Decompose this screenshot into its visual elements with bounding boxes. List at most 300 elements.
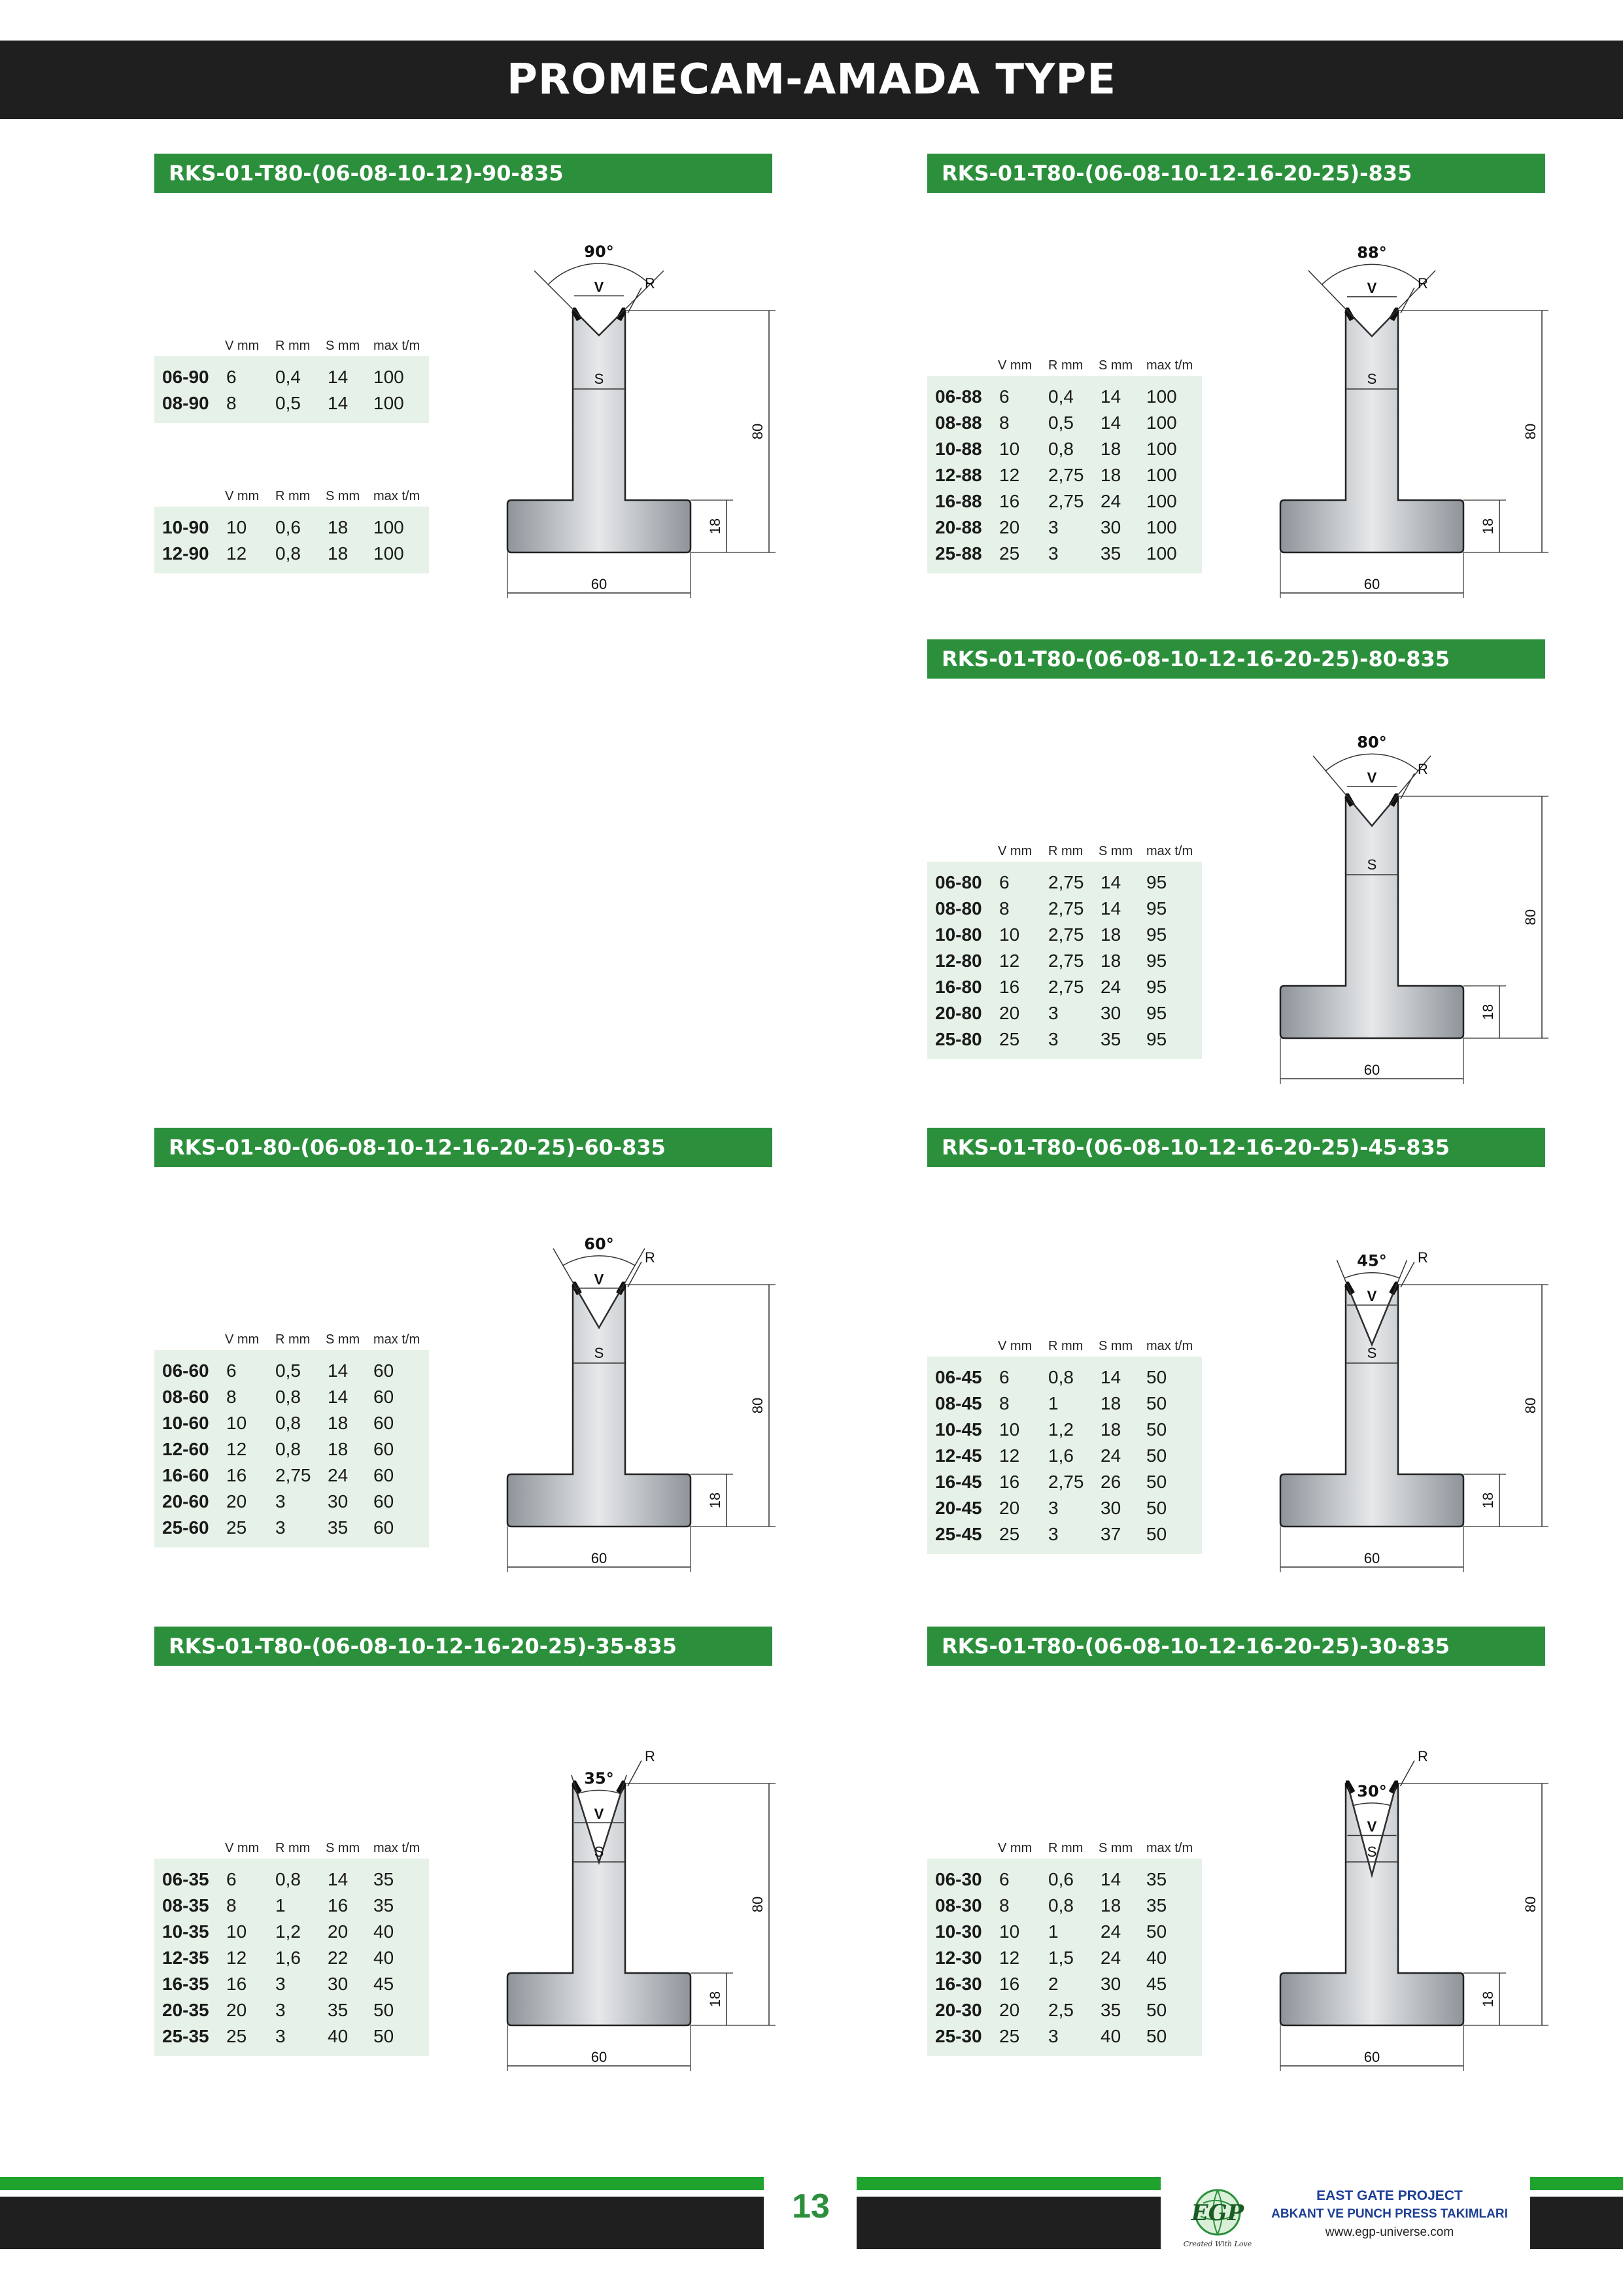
die-profile [1280, 1285, 1463, 1527]
table-cell: 95 [1146, 1003, 1167, 1023]
table-cell: 6 [226, 1869, 237, 1889]
column-header: V mm [225, 489, 260, 503]
table-cell: 35 [373, 1869, 394, 1889]
table-row [154, 2023, 429, 2050]
angle-label: 35° [584, 1769, 614, 1788]
table-cell: 100 [1146, 543, 1177, 564]
s-label: S [1367, 371, 1377, 387]
table-row [927, 1495, 1202, 1521]
table-cell: 3 [275, 2026, 286, 2046]
table-cell: 0,6 [275, 517, 301, 537]
die-code: 12-30 [935, 1948, 982, 1968]
die-diagram [507, 219, 782, 611]
die-section-s45 [927, 1128, 1545, 1612]
table-row [154, 390, 429, 416]
column-header: V mm [225, 339, 260, 353]
height-label: 80 [749, 1896, 766, 1913]
company-info [1262, 2187, 1517, 2242]
die-code: 06-45 [935, 1367, 982, 1387]
table-cell: 0,8 [1048, 439, 1074, 459]
section-title: RKS-01-T80-(06-08-10-12-16-20-25)-30-835 [942, 1634, 1450, 1659]
die-code: 08-35 [162, 1895, 209, 1916]
r-label: R [1418, 1249, 1428, 1266]
table-cell: 0,8 [275, 1869, 301, 1889]
column-header: max t/m [373, 1841, 420, 1855]
table-row [927, 515, 1202, 541]
column-header: S mm [1099, 358, 1133, 373]
table-cell: 30 [1101, 1498, 1121, 1518]
table-cell: 1,6 [1048, 1445, 1074, 1466]
column-header: S mm [326, 489, 360, 503]
die-section-s88 [927, 154, 1545, 637]
r-label: R [1418, 1748, 1428, 1764]
table-cell: 50 [373, 2000, 394, 2020]
table-cell: 30 [1101, 1974, 1121, 1994]
column-header: R mm [275, 1841, 311, 1855]
r-label: R [645, 275, 655, 292]
table-cell: 6 [226, 1360, 237, 1381]
column-header: V mm [225, 1332, 260, 1347]
table-cell: 14 [1101, 898, 1121, 919]
table-row [927, 1026, 1202, 1053]
v-label: V [1367, 279, 1377, 296]
spec-table [927, 836, 1202, 1059]
table-cell: 0,4 [1048, 386, 1074, 407]
column-header: S mm [1099, 1841, 1133, 1855]
die-code: 10-35 [162, 1921, 209, 1942]
table-cell: 3 [1048, 517, 1059, 537]
base-height-label: 18 [707, 1991, 723, 2008]
r-label: R [645, 1748, 655, 1764]
die-code: 06-30 [935, 1869, 982, 1889]
section-title: RKS-01-T80-(06-08-10-12-16-20-25)-835 [942, 161, 1412, 186]
column-header: R mm [275, 489, 311, 503]
table-row [154, 1358, 429, 1384]
table-cell: 1,5 [1048, 1948, 1074, 1968]
table-header [154, 481, 429, 507]
die-code: 25-35 [162, 2026, 209, 2046]
base-height-label: 18 [1480, 1492, 1496, 1509]
table-cell: 2 [1048, 1974, 1059, 1994]
table-cell: 3 [1048, 1498, 1059, 1518]
spec-table [154, 481, 429, 573]
table-cell: 8 [999, 1895, 1010, 1916]
die-code: 20-80 [935, 1003, 982, 1023]
company-website[interactable]: www.egp-universe.com [1325, 2225, 1454, 2239]
table-row [927, 1945, 1202, 1971]
table-cell: 12 [999, 951, 1020, 971]
angle-label: 30° [1357, 1782, 1387, 1800]
table-row [927, 896, 1202, 922]
table-body [154, 356, 429, 423]
table-cell: 16 [226, 1465, 247, 1485]
table-cell: 8 [226, 393, 237, 413]
die-diagram [1280, 705, 1555, 1097]
v-label: V [1367, 1818, 1377, 1835]
table-cell: 40 [1101, 2026, 1121, 2046]
die-code: 16-88 [935, 491, 982, 511]
table-cell: 0,8 [275, 1439, 301, 1459]
s-label: S [1367, 1345, 1377, 1361]
table-cell: 0,5 [275, 1360, 301, 1381]
table-cell: 20 [999, 517, 1020, 537]
section-header [927, 639, 1545, 679]
table-cell: 50 [1146, 1367, 1167, 1387]
die-code: 25-45 [935, 1524, 982, 1544]
table-cell: 16 [999, 977, 1020, 997]
die-code: 16-30 [935, 1974, 982, 1994]
table-cell: 3 [1048, 1524, 1059, 1544]
table-cell: 100 [1146, 413, 1177, 433]
column-header: S mm [1099, 844, 1133, 858]
table-cell: 40 [1146, 1948, 1167, 1968]
height-label: 80 [749, 1397, 766, 1414]
base-height-label: 18 [1480, 518, 1496, 535]
die-section-s30 [927, 1627, 1545, 2110]
die-section-s90 [154, 154, 772, 637]
table-cell: 20 [226, 1491, 247, 1511]
table-row [927, 1866, 1202, 1893]
table-cell: 14 [328, 1360, 349, 1381]
die-code: 16-80 [935, 977, 982, 997]
table-cell: 0,4 [275, 367, 301, 387]
table-cell: 95 [1146, 924, 1167, 945]
table-body [927, 1859, 1202, 2056]
width-label: 60 [1363, 1550, 1380, 1566]
table-cell: 2,75 [275, 1465, 311, 1485]
die-code: 25-88 [935, 543, 982, 564]
table-cell: 0,8 [275, 543, 301, 564]
column-header: S mm [1099, 1339, 1133, 1353]
height-label: 80 [1522, 1896, 1539, 1913]
table-row [154, 1462, 429, 1489]
table-cell: 100 [373, 543, 404, 564]
table-cell: 25 [999, 1524, 1020, 1544]
table-cell: 100 [373, 517, 404, 537]
table-cell: 2,5 [1048, 2000, 1074, 2020]
die-code: 12-88 [935, 465, 982, 485]
table-cell: 14 [1101, 1367, 1121, 1387]
table-cell: 95 [1146, 898, 1167, 919]
table-cell: 10 [226, 1921, 247, 1942]
table-cell: 16 [328, 1895, 349, 1916]
table-cell: 3 [1048, 2026, 1059, 2046]
table-cell: 8 [999, 413, 1010, 433]
column-header: S mm [326, 339, 360, 353]
die-code: 20-35 [162, 2000, 209, 2020]
table-cell: 18 [328, 1413, 349, 1433]
table-cell: 12 [999, 1948, 1020, 1968]
table-cell: 24 [1101, 977, 1121, 997]
die-profile [507, 1285, 691, 1527]
die-code: 06-80 [935, 872, 982, 892]
column-header: max t/m [1146, 1339, 1193, 1353]
table-cell: 18 [1101, 439, 1121, 459]
s-label: S [1367, 856, 1377, 873]
table-cell: 40 [373, 1948, 394, 1968]
table-cell: 50 [1146, 2026, 1167, 2046]
spec-table [154, 1832, 429, 2056]
table-cell: 3 [1048, 1003, 1059, 1023]
v-label: V [1367, 1288, 1377, 1305]
table-body [927, 862, 1202, 1059]
table-cell: 100 [1146, 386, 1177, 407]
table-header [154, 1832, 429, 1859]
table-row [154, 1866, 429, 1893]
section-title: RKS-01-T80-(06-08-10-12)-90-835 [169, 161, 564, 186]
table-cell: 14 [1101, 1869, 1121, 1889]
table-cell: 3 [1048, 543, 1059, 564]
table-cell: 10 [999, 1419, 1020, 1440]
table-cell: 45 [373, 1974, 394, 1994]
table-cell: 60 [373, 1360, 394, 1381]
table-cell: 14 [328, 1869, 349, 1889]
section-header [154, 154, 772, 193]
column-header: S mm [326, 1841, 360, 1855]
table-row [927, 384, 1202, 410]
table-cell: 12 [999, 1445, 1020, 1466]
die-code: 06-90 [162, 367, 209, 387]
width-label: 60 [590, 2049, 607, 2065]
table-cell: 2,75 [1048, 951, 1084, 971]
die-code: 08-45 [935, 1393, 982, 1413]
table-cell: 18 [1101, 1393, 1121, 1413]
egp-logo [1177, 2184, 1262, 2249]
table-row [154, 1489, 429, 1515]
table-cell: 12 [226, 1439, 247, 1459]
table-cell: 18 [1101, 1419, 1121, 1440]
column-header: V mm [998, 844, 1033, 858]
table-cell: 60 [373, 1465, 394, 1485]
table-cell: 20 [328, 1921, 349, 1942]
die-code: 16-45 [935, 1472, 982, 1492]
table-cell: 24 [1101, 1948, 1121, 1968]
spec-table [927, 350, 1202, 573]
spec-table [927, 1832, 1202, 2056]
table-cell: 60 [373, 1387, 394, 1407]
s-label: S [1367, 1844, 1377, 1860]
table-cell: 35 [1101, 1029, 1121, 1049]
table-cell: 16 [226, 1974, 247, 1994]
column-header: max t/m [373, 1332, 420, 1347]
table-cell: 2,75 [1048, 465, 1084, 485]
die-code: 08-30 [935, 1895, 982, 1916]
table-row [927, 869, 1202, 896]
die-code: 10-80 [935, 924, 982, 945]
table-cell: 18 [1101, 1895, 1121, 1916]
page-title: PROMECAM-AMADA TYPE [506, 56, 1117, 104]
column-header: S mm [326, 1332, 360, 1347]
table-cell: 0,8 [275, 1387, 301, 1407]
width-label: 60 [1363, 1062, 1380, 1078]
table-body [154, 507, 429, 573]
table-row [927, 488, 1202, 515]
company-name: EAST GATE PROJECT [1316, 2188, 1463, 2203]
table-body [927, 1357, 1202, 1554]
die-code: 12-60 [162, 1439, 209, 1459]
column-header: max t/m [373, 489, 420, 503]
die-diagram [507, 1692, 782, 2084]
table-cell: 60 [373, 1517, 394, 1538]
section-title: RKS-01-T80-(06-08-10-12-16-20-25)-45-835 [942, 1135, 1450, 1160]
die-code: 06-60 [162, 1360, 209, 1381]
table-row [927, 1521, 1202, 1547]
die-code: 10-30 [935, 1921, 982, 1942]
table-header [927, 350, 1202, 376]
die-code: 12-90 [162, 543, 209, 564]
table-cell: 22 [328, 1948, 349, 1968]
table-cell: 2,75 [1048, 1472, 1084, 1492]
table-cell: 6 [999, 1367, 1010, 1387]
table-row [927, 1391, 1202, 1417]
table-row [154, 364, 429, 390]
table-cell: 50 [1146, 1921, 1167, 1942]
table-cell: 24 [1101, 1921, 1121, 1942]
height-label: 80 [1522, 423, 1539, 440]
table-cell: 3 [275, 2000, 286, 2020]
table-cell: 18 [328, 543, 349, 564]
table-row [154, 1971, 429, 1997]
table-row [927, 541, 1202, 567]
die-code: 06-88 [935, 386, 982, 407]
table-cell: 40 [328, 2026, 349, 2046]
table-cell: 10 [999, 924, 1020, 945]
table-cell: 8 [226, 1387, 237, 1407]
base-height-label: 18 [1480, 1004, 1496, 1021]
table-cell: 50 [1146, 2000, 1167, 2020]
footer-stripe-left [0, 2177, 764, 2190]
table-row [154, 541, 429, 567]
spec-table [927, 1330, 1202, 1554]
table-cell: 2,75 [1048, 872, 1084, 892]
width-label: 60 [590, 576, 607, 592]
column-header: R mm [1048, 1841, 1084, 1855]
table-row [927, 1919, 1202, 1945]
table-cell: 3 [275, 1491, 286, 1511]
table-cell: 30 [1101, 1003, 1121, 1023]
r-label: R [1418, 761, 1428, 777]
table-row [154, 1945, 429, 1971]
table-cell: 2,75 [1048, 924, 1084, 945]
footer-bar-right [857, 2197, 1161, 2249]
table-cell: 95 [1146, 951, 1167, 971]
table-cell: 18 [1101, 951, 1121, 971]
table-cell: 95 [1146, 977, 1167, 997]
table-cell: 0,8 [1048, 1895, 1074, 1916]
table-cell: 50 [1146, 1445, 1167, 1466]
table-cell: 14 [1101, 386, 1121, 407]
table-cell: 3 [275, 1517, 286, 1538]
s-label: S [594, 1844, 604, 1860]
table-cell: 30 [328, 1491, 349, 1511]
table-cell: 50 [1146, 1472, 1167, 1492]
s-label: S [594, 371, 604, 387]
footer-bar-far-right [1530, 2197, 1623, 2249]
die-code: 20-45 [935, 1498, 982, 1518]
table-cell: 60 [373, 1439, 394, 1459]
die-diagram [1280, 219, 1555, 611]
table-cell: 1 [1048, 1393, 1059, 1413]
table-cell: 18 [328, 517, 349, 537]
table-row [927, 1364, 1202, 1391]
die-code: 10-90 [162, 517, 209, 537]
table-cell: 16 [999, 1974, 1020, 1994]
table-cell: 100 [373, 393, 404, 413]
base-height-label: 18 [707, 518, 723, 535]
die-code: 06-35 [162, 1869, 209, 1889]
die-code: 20-88 [935, 517, 982, 537]
table-cell: 1,6 [275, 1948, 301, 1968]
company-subtitle: ABKANT VE PUNCH PRESS TAKIMLARI [1271, 2207, 1508, 2221]
footer-bar-left [0, 2197, 764, 2249]
table-cell: 1,2 [275, 1921, 301, 1942]
table-cell: 12 [999, 465, 1020, 485]
table-cell: 18 [1101, 924, 1121, 945]
table-cell: 8 [226, 1895, 237, 1916]
angle-label: 90° [584, 243, 614, 261]
table-header [927, 1330, 1202, 1357]
footer-stripe-right [857, 2177, 1161, 2190]
table-cell: 50 [1146, 1419, 1167, 1440]
die-profile [1280, 311, 1463, 552]
die-code: 16-35 [162, 1974, 209, 1994]
die-code: 10-88 [935, 439, 982, 459]
table-cell: 37 [1101, 1524, 1121, 1544]
die-diagram [1280, 1692, 1555, 2084]
table-cell: 18 [328, 1439, 349, 1459]
table-cell: 14 [328, 367, 349, 387]
table-cell: 14 [328, 1387, 349, 1407]
column-header: max t/m [373, 339, 420, 353]
section-header [154, 1128, 772, 1167]
table-cell: 35 [1101, 543, 1121, 564]
section-title: RKS-01-T80-(06-08-10-12-16-20-25)-35-835 [169, 1634, 677, 1659]
base-height-label: 18 [707, 1492, 723, 1509]
column-header: R mm [275, 339, 311, 353]
die-code: 08-60 [162, 1387, 209, 1407]
table-row [154, 515, 429, 541]
table-row [927, 1469, 1202, 1495]
table-cell: 50 [373, 2026, 394, 2046]
table-cell: 25 [226, 1517, 247, 1538]
table-row [927, 1443, 1202, 1469]
column-header: V mm [998, 1339, 1033, 1353]
table-cell: 0,8 [1048, 1367, 1074, 1387]
table-cell: 20 [999, 1003, 1020, 1023]
table-cell: 0,6 [1048, 1869, 1074, 1889]
table-row [154, 1410, 429, 1436]
footer-stripe-far-right [1530, 2177, 1623, 2190]
table-cell: 14 [328, 393, 349, 413]
width-label: 60 [1363, 2049, 1380, 2065]
height-label: 80 [1522, 909, 1539, 926]
table-cell: 60 [373, 1491, 394, 1511]
table-row [927, 462, 1202, 488]
table-cell: 6 [999, 386, 1010, 407]
table-row [927, 1417, 1202, 1443]
table-cell: 20 [226, 2000, 247, 2020]
table-row [927, 1971, 1202, 1997]
table-header [927, 1832, 1202, 1859]
table-cell: 6 [999, 872, 1010, 892]
height-label: 80 [1522, 1397, 1539, 1414]
table-header [154, 330, 429, 356]
column-header: R mm [1048, 358, 1084, 373]
table-cell: 20 [999, 1498, 1020, 1518]
table-row [927, 1000, 1202, 1026]
v-label: V [594, 1806, 604, 1823]
table-cell: 10 [999, 1921, 1020, 1942]
